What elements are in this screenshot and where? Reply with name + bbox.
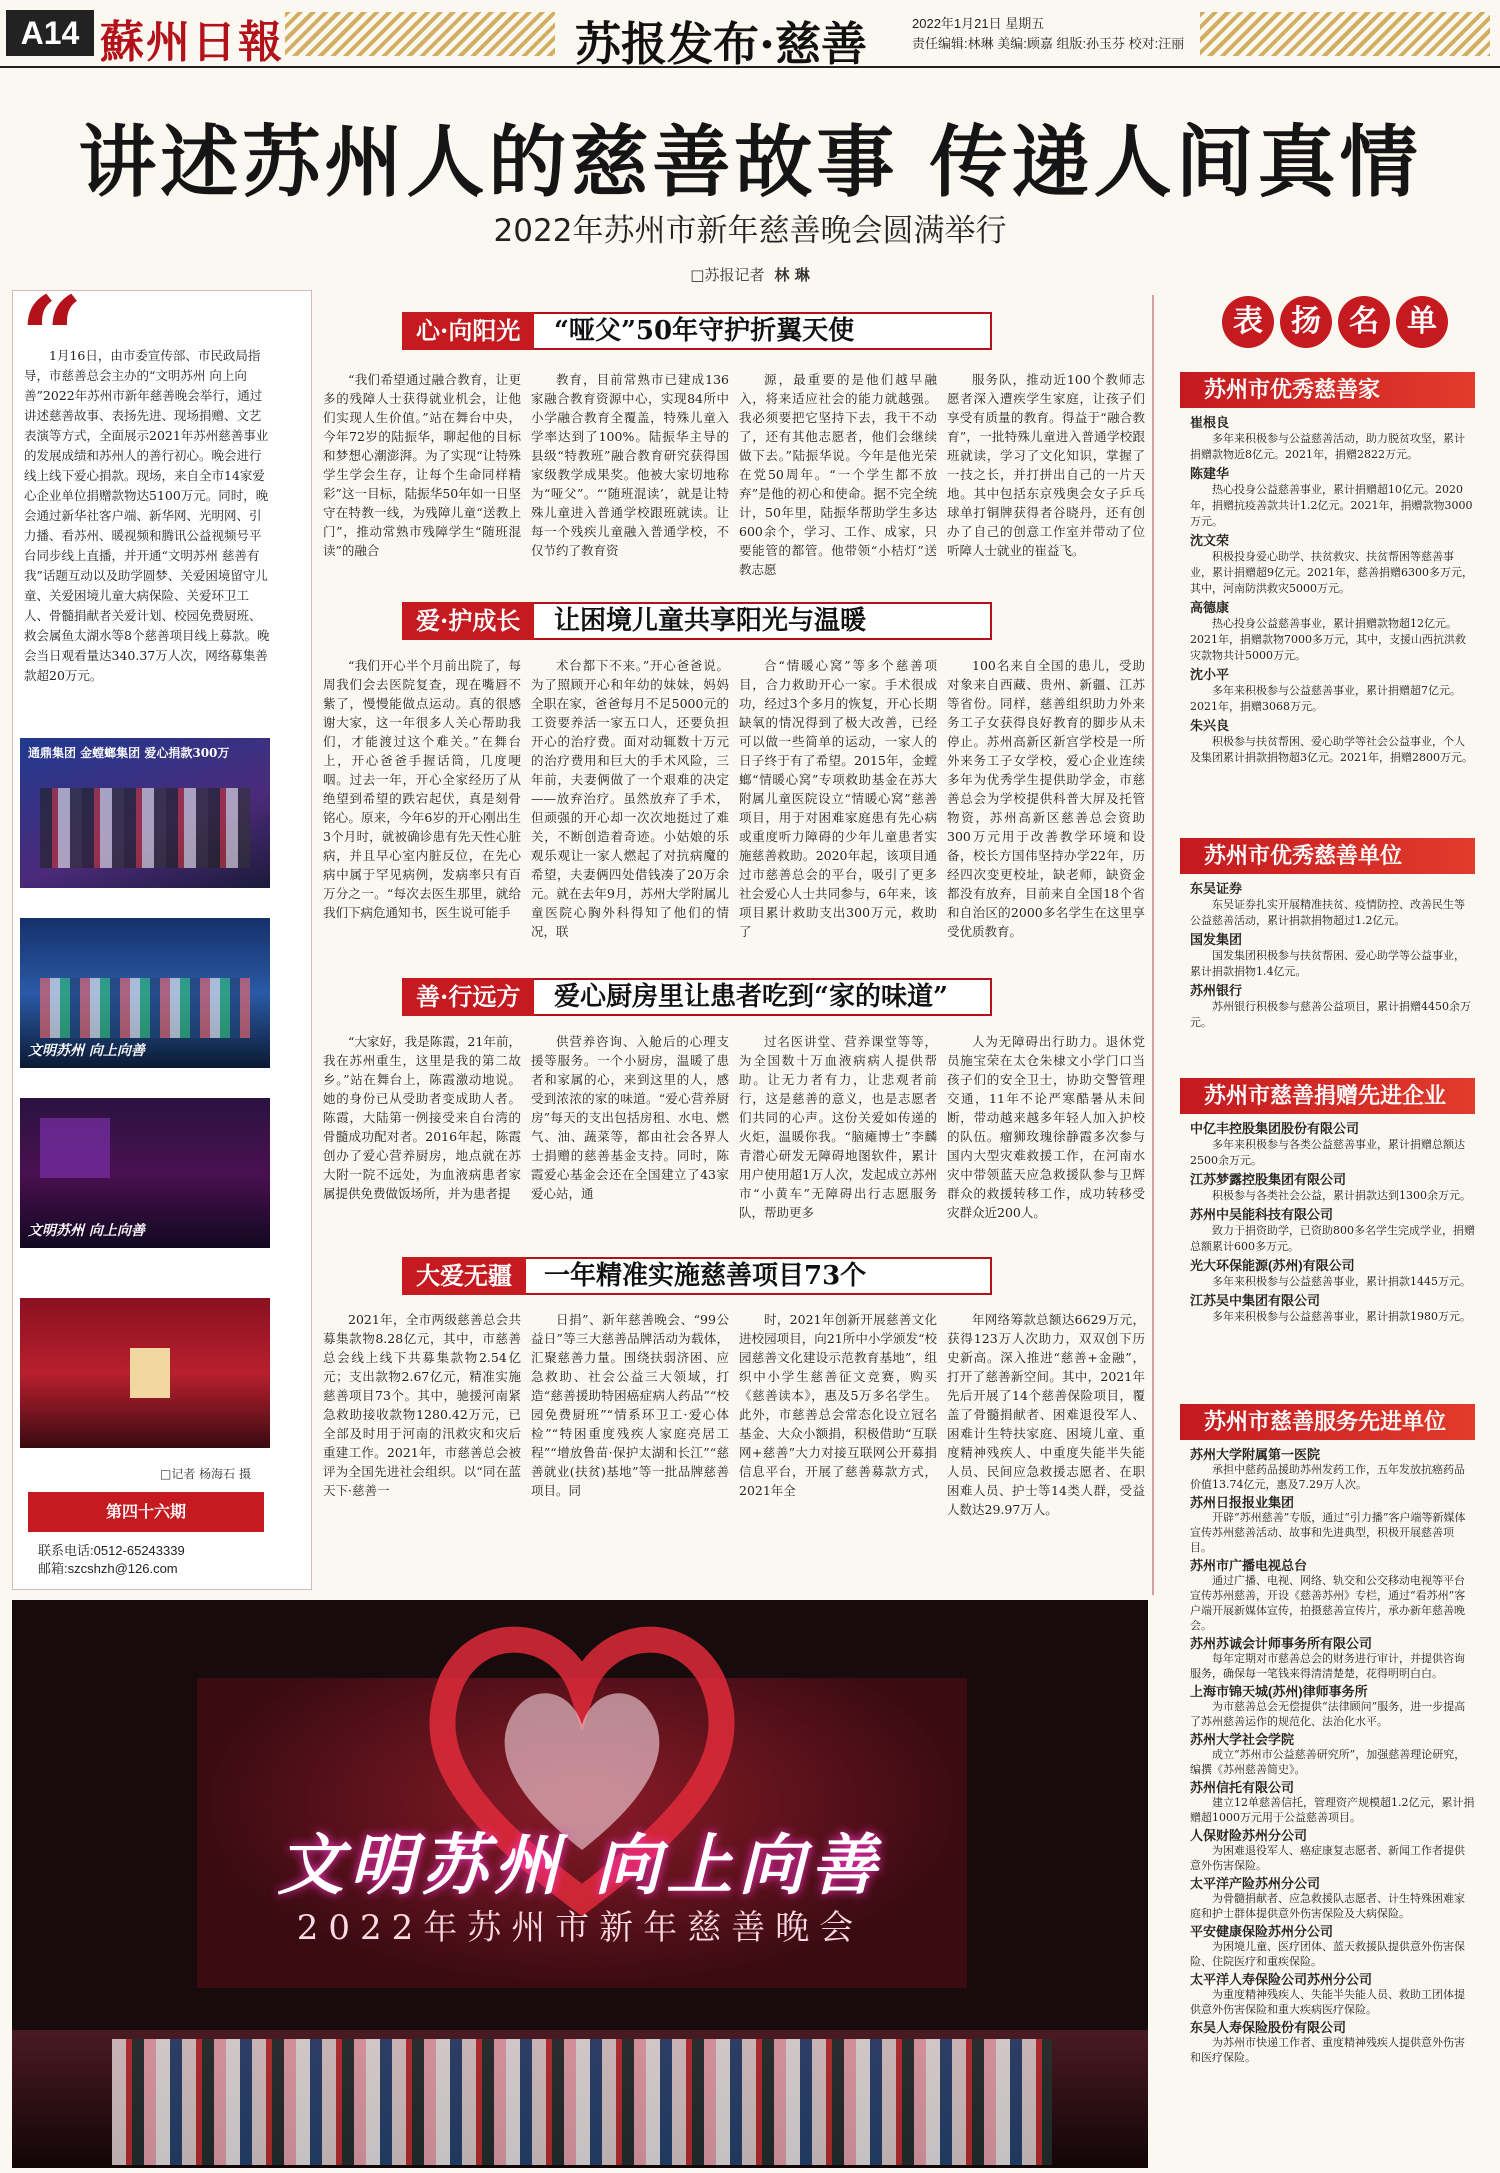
section-body-4 [323, 1310, 1145, 1519]
photo-award [20, 1298, 270, 1448]
photo-caption: 文明苏州 向上向善 [28, 1043, 145, 1059]
article-column: 服务队，推动近100个教师志愿者深入遭疾学生家庭，让孩子们享受有质量的教育。得益于“融合教育”，一批特殊儿童进入普通学校跟班就读，学习了文化知识，掌握了一技之长，并打拼出自己的一片天地。其中包括东京残奥会女子乒乓球单打铜牌获得者谷晓丹，还有创办了自己的创意工作室并带动了位听障人士就业的崔益飞。 [947, 372, 1145, 558]
honoree-desc: 多年来积极参与公益慈善事业，累计捐赠超7亿元。2021年，捐赠3068万元。 [1190, 684, 1461, 713]
editor-credits: 责任编辑:林琳 美编:顾嘉 组版:孙玉芬 校对:汪丽 [912, 36, 1185, 51]
section-tag: 心·向阳光 [402, 312, 534, 350]
byline-name: 林 琳 [774, 266, 810, 284]
page-number: A14 [6, 10, 94, 56]
paper-logo: 蘇州日報 [100, 17, 284, 68]
photo-figures [40, 788, 250, 868]
honoree-desc: 热心投身公益慈善事业，累计捐赠款物超12亿元。2021年，捐赠款物7000多万元，其中，支援山西抗洪救灾款物共计5000万元。 [1190, 617, 1466, 662]
article-column: 术台都下不来。”开心爸爸说。为了照顾开心和年幼的妹妹，妈妈全职在家，爸爸每月不足5000元的工资要养活一家五口人，还要负担开心的治疗费。面对动辄数十万元的治疗费用和巨大的手术风险，三年前，夫妻俩做了一个艰难的决定——放弃治疗。虽然放弃了手术，但顽强的开心却一次次地挺过了难关，不断创造着奇迹。小姑娘的乐观乐观让一家人燃起了对抗病魔的希望，夫妻俩四处借钱凑了20万余元。就在去年9月，苏州大学附属儿童医院心胸外科得知了他们的情况，联 [531, 658, 729, 939]
date-block [912, 14, 1184, 54]
photo-certificate [130, 1348, 170, 1398]
honoree-name: 朱兴良 [1190, 718, 1230, 733]
category-list [1190, 1444, 1475, 2065]
section-title: “哑父”50年守护折翼天使 [554, 316, 855, 346]
category-list [1190, 412, 1475, 766]
article-column: 过名医讲堂、营养课堂等等，为全国数十万血液病病人提供帮助。让无力者有力，让悲观者前行，这是慈善的意义，也是志愿者们共同的心声。这份关爱如传递的火炬，温暖你我。“脑瘫博士”李麟青潜心研发无障碍地图软件，累计用户使用超1万人次，发起成立苏州市“小黄车”无障碍出行志愿服务队，帮助更多 [739, 1034, 937, 1220]
honoree-desc: 为骨髓捐献者、应急救援队志愿者、计生特殊困难家庭和护士群体提供意外伤害保险及大病保险。 [1190, 1892, 1465, 1920]
article-column: 日捐”、新年慈善晚会、“99公益日”等三大慈善品牌活动为载体，汇聚慈善力量。围绕扶弱济困、应急救助、社会公益三大领域，打造“慈善援助特困癌症病人药品”“校园免费厨班”“情系环卫工·爱心体检”“特困重度残疾人家庭亮居工程”“增放鲁苗·保护太湖和长江”“慈善就业(扶贫)基地”等一批品牌慈善项目。同 [531, 1312, 729, 1498]
honoree-desc: 成立“苏州市公益慈善研究所”，加强慈善理论研究，编撰《苏州慈善简史》。 [1190, 1748, 1466, 1776]
honoree-name: 太平洋人寿保险公司苏州分公司 [1190, 1972, 1373, 1987]
section-tag: 爱·护成长 [402, 602, 534, 640]
article-column: 年网络筹款总额达6629万元，获得123万人次助力，双双创下历史新高。深入推进“慈善+金融”，打开了慈善新空间。其中，2021年先后开展了14个慈善保险项目，覆盖了骨髓捐献者、困难退役军人、困难计生特扶家庭、困境儿童、重度精神残疾人、中重度失能半失能人员、民间应急救援志愿者、在职困难人员、护士等14类人群，受益人数达29.97万人。 [947, 1312, 1145, 1517]
lede-text: 1月16日，由市委宣传部、市民政局指导，市慈善总会主办的“文明苏州 向上向善”2022年苏州市新年慈善晚会举行，通过讲述慈善故事、表扬先进、现场捐赠、文艺表演等方式，全面展示2021年苏州慈善事业的发展成绩和苏州人的善行初心。晚会进行线上线下爱心捐款。现场，来自全市14家爱心企业单位捐赠款物达5100万元。同时，晚会通过新华社客户端、新华网、光明网、引力播、看苏州、暖视频和腾讯公益视频号平台同步线上直播，并开通“文明苏州 慈善有我”话题互动以及助学圆梦、关爱困境留守儿童、关爱困境儿童大病保险、关爱环卫工人、骨髓捐献者关爱计划、校园免费厨班、救会属鱼太湖水等8个慈善项目线上募款。晚会当日观看量达340.37万人次，网络募集善款超20万元。 [24, 348, 270, 683]
section-head-1 [402, 312, 992, 350]
honoree-name: 人保财险苏州分公司 [1190, 1828, 1308, 1843]
honoree-name: 国发集团 [1190, 932, 1243, 947]
honoree-desc: 为重度精神残疾人、失能半失能人员、救助工团体提供意外伤害保险和重大疾病医疗保险。 [1190, 1988, 1465, 2016]
honoree-desc: 承担中慈药品援助苏州发药工作，五年发放抗癌药品价值13.74亿元，惠及7.29万人次。 [1190, 1463, 1465, 1491]
contact-email: 邮箱:szcshzh@126.com [38, 1561, 178, 1576]
honoree-name: 苏州银行 [1190, 983, 1243, 998]
category-header: 苏州市优秀慈善家 [1180, 372, 1475, 408]
honoree-desc: 为市慈善总会无偿提供“法律顾问”服务，进一步提高了苏州慈善运作的规范化、法治化水平。 [1190, 1700, 1466, 1728]
performers-group [112, 1985, 1052, 2165]
article-column: 时，2021年创新开展慈善文化进校园项目，向21所中小学颁发“校园慈善文化建设示范教育基地”，组织中小学生慈善征文竞赛，购买《慈善读本》，惠及5万多名学生。此外，市慈善总会常态化设立冠名基金、大众小额捐，积极借助“互联网+慈善”大力对接互联网公开募捐信息平台，开展了慈善募款方式，2021年全 [739, 1312, 937, 1498]
honoree-name: 苏州信托有限公司 [1190, 1780, 1295, 1795]
section-tag: 大爱无疆 [402, 1257, 526, 1295]
photo-stage-3 [20, 1098, 270, 1248]
category-list [1190, 878, 1475, 1031]
section-title: 一年精准实施慈善项目73个 [544, 1261, 867, 1291]
honoree-name: 崔根良 [1190, 415, 1230, 430]
issue-date: 2022年1月21日 星期五 [912, 16, 1045, 31]
honoree-desc: 致力于捐资助学，已资助800多名学生完成学业，捐赠总额累计600多万元。 [1190, 1224, 1475, 1253]
byline-label: □苏报记者 [690, 266, 765, 284]
honoree-name: 苏州大学附属第一医院 [1190, 1447, 1321, 1462]
photo-donation [20, 738, 270, 888]
gala-slogan: 文明苏州 向上向善 [277, 1826, 883, 1904]
honoree-name: 苏州中吴能科技有限公司 [1190, 1207, 1334, 1222]
honoree-name: 苏州日报报业集团 [1190, 1495, 1295, 1510]
decorative-stripes-right [1200, 12, 1490, 56]
section-title: 苏报发布·慈善 [575, 17, 868, 71]
gala-stage-photo [12, 1600, 1148, 2168]
gala-title: 2022年苏州市新年慈善晚会 [296, 1908, 864, 1948]
honoree-name: 沈小平 [1190, 667, 1230, 682]
section-body-3 [323, 1032, 1145, 1222]
section-body-1 [323, 370, 1145, 579]
section-title: 让困境儿童共享阳光与温暖 [554, 606, 867, 636]
honoree-name: 江苏吴中集团有限公司 [1190, 1293, 1321, 1308]
article-column: 人为无障碍出行助力。退休党员施宝荣在太仓朱棣文小学门口当孩子们的安全卫士，协助交警管理交通，11年不论严寒酷暑从未间断，带动越来越多年轻人加入护校的队伍。瘤狮玫瑰徐静霞多次参与国内大型灾难救援工作，在河南水灾中带领蓝天应急救援队参与卫辉群众的救援转移工作，成功转移受灾群众近200人。 [947, 1034, 1145, 1220]
photo-credit: □记者 杨海石 摄 [160, 1467, 251, 1481]
honoree-desc: 多年来积极参与公益慈善事业，累计捐款1445万元。 [1212, 1275, 1471, 1288]
byline [0, 264, 1500, 285]
honoree-name: 高德康 [1190, 600, 1230, 615]
photo-caption: 文明苏州 向上向善 [28, 1223, 145, 1239]
honoree-name: 苏州大学社会学院 [1190, 1732, 1295, 1747]
article-column: 100名来自全国的患儿，受助对象来自西藏、贵州、新疆、江苏等省份。同样，慈善组织助力外来务工子女获得良好教育的脚步从未停止。苏州高新区新宫学校是一所外来务工子女学校，爱心企业连续多年为优秀学生提供助学金，市慈善总会为学校提供科普大屏及托管物资，苏州高新区慈善总会资助300万元用于改善教学环境和设备，校长方国伟坚持办学22年，历经四次变更校址，缺老师，缺资金都没有放弃，目前来自全国18个省和自治区的2000多名学生在这里享受优质教育。 [947, 658, 1145, 939]
honoree-desc: 积极投身爱心助学、扶贫救灾、扶贫帮困等慈善事业，累计捐赠超9亿元。2021年，慈善捐赠6300多万元，其中，河南防洪救灾5000万元。 [1190, 550, 1473, 595]
article-column: “我们希望通过融合教育，让更多的残障人士获得就业机会，让他们实现人生价值。”站在舞台中央，今年72岁的陆振华，聊起他的目标和梦想心潮澎湃。为了实现“让特殊学生学会生存，让每个生命同样精彩”这一目标，陆振华50年如一日坚守在特教一线，为残障儿童“送教上门”，推动常熟市残障学生“随班混读”的融合 [323, 372, 521, 558]
contact-info [38, 1542, 185, 1578]
section-body-2 [323, 656, 1145, 941]
article-column: “我们开心半个月前出院了，每周我们会去医院复查，现在嘴唇不紫了，慢慢能做点运动。真的很感谢大家，这一年很多人关心帮助我们，才能渡过这个难关。”在舞台上，开心爸爸手握话筒，几度哽咽。过去一年，开心全家经历了从绝望到希望的跌宕起伏，真是刻骨铭心。原来，今年6岁的开心刚出生3个月时，就被确诊患有先天性心脏病，并且早心室内脏反位，在先心病中属于罕见病例，发病率只有百万分之一。“每次去医生那里，就给我们下病危通知书，医生说可能手 [323, 658, 521, 920]
section-head-4 [402, 1257, 992, 1295]
issue-banner: 第四十六期 [28, 1492, 264, 1532]
honoree-desc: 东吴证券扎实开展精准扶贫、疫情防控、改善民生等公益慈善活动，累计捐款捐物超过1.2亿元。 [1190, 898, 1465, 927]
section-head-2 [402, 602, 992, 640]
category-header: 苏州市慈善服务先进单位 [1180, 1404, 1475, 1440]
honoree-desc: 为困难退役军人、癌症康复志愿者、新闻工作者提供意外伤害保险。 [1190, 1844, 1465, 1872]
section-title: 爱心厨房里让患者吃到“家的味道” [554, 982, 948, 1012]
honoree-desc: 苏州银行积极参与慈善公益项目，累计捐赠4450余万元。 [1190, 1000, 1471, 1029]
praise-list-title: 表 扬 名 单 [1222, 296, 1448, 348]
column-divider [1152, 295, 1154, 1595]
article-column: 教育，目前常熟市已建成136家融合教育资源中心，实现84所中小学融合教育全覆盖，特殊儿童入学率达到了100%。陆振华主导的县级“特教班”融合教育研究获得国家级教学成果奖。他被大家切地称为“哑父”。“‘随班混读’，就是让特殊儿童进入普通学校跟班就读。让每一个残疾儿童融入普通学校，不仅节约了教育资 [531, 372, 729, 558]
photo-header: 通鼎集团 金螳螂集团 爱心捐款300万 [28, 746, 230, 760]
honoree-desc: 积极参与扶贫帮困、爱心助学等社会公益事业，个人及集团累计捐款捐物超3亿元。2021年，捐赠2800万元。 [1190, 735, 1473, 764]
honoree-name: 太平洋产险苏州分公司 [1190, 1876, 1321, 1891]
honoree-desc: 国发集团积极参与扶贫帮困、爱心助学等公益事业，累计捐款捐物1.4亿元。 [1190, 949, 1465, 978]
honoree-name: 陈建华 [1190, 466, 1230, 481]
honoree-name: 上海市锦天城(苏州)律师事务所 [1190, 1684, 1368, 1699]
honoree-desc: 每年定期对市慈善总会的财务进行审计，并提供咨询服务，确保每一笔钱来得清清楚楚，花得明明白白。 [1190, 1652, 1465, 1680]
section-head-3 [402, 978, 992, 1016]
article-column: “大家好，我是陈霞，21年前，我在苏州重生，这里是我的第二故乡。”站在舞台上，陈霞激动地说。她的身份已从受助者变成助人者。陈霞，大陆第一例接受来自台湾的骨髓成功配对者。2016年起，陈霞创办了爱心营养厨房，地点就在苏大附一院不远处，为血液病患者家属提供免费做饭场所，并为患者提 [323, 1034, 521, 1201]
honoree-desc: 通过广播、电视、网络、轨交和公交移动电视等平台宣传苏州慈善，开设《慈善苏州》专栏，通过“看苏州”客户端开展新媒体宣传，拍摄慈善宣传片，承办新年慈善晚会。 [1190, 1574, 1466, 1632]
quote-mark-icon: “ [20, 272, 84, 401]
decorative-stripes [285, 12, 555, 56]
honoree-desc: 多年来积极参与公益慈善事业，累计捐款1980万元。 [1212, 1310, 1471, 1323]
honoree-name: 中亿丰控股集团股份有限公司 [1190, 1121, 1360, 1136]
honoree-name: 东吴人寿保险股份有限公司 [1190, 2020, 1347, 2035]
contact-phone: 联系电话:0512-65243339 [38, 1543, 185, 1558]
subheadline: 2022年苏州市新年慈善晚会圆满举行 [493, 213, 1007, 249]
honoree-desc: 多年来积极参与各类公益慈善事业，累计捐赠总额达2500余万元。 [1190, 1138, 1465, 1167]
honoree-name: 光大环保能源(苏州)有限公司 [1190, 1258, 1355, 1273]
photo-screen [40, 1118, 110, 1178]
category-header: 苏州市慈善捐赠先进企业 [1180, 1078, 1475, 1114]
honoree-name: 江苏梦露控股集团有限公司 [1190, 1172, 1347, 1187]
honoree-desc: 热心投身公益慈善事业，累计捐赠超10亿元。2020年，捐赠抗疫善款共计1.2亿元。2021年，捐赠款物3000万元。 [1190, 483, 1473, 528]
article-column: 合“情暖心窝”等多个慈善项目，合力救助开心一家。手术很成功，经过3个多月的恢复，开心长期缺氧的情况得到了极大改善，已经可以做一些简单的运动，一家人的日子终于有了希望。2015年，金螳螂“情暖心窝”专项救助基金在苏大附属儿童医院设立“情暖心窝”慈善项目，用于对困难家庭患有先心病或重度听力障碍的少年儿童患者实施慈善救助。2020年起，该项目通过市慈善总会的平台，吸引了更多社会爱心人士共同参与，6年来，该项目累计救助支出300万元，救助了 [739, 658, 937, 939]
masthead [0, 0, 1500, 71]
honoree-name: 苏州市广播电视总台 [1190, 1558, 1308, 1573]
headline: 讲述苏州人的慈善故事 传递人间真情 [78, 117, 1422, 208]
honoree-desc: 为苏州市快递工作者、重度精神残疾人提供意外伤害和医疗保险。 [1190, 2036, 1465, 2064]
category-list [1190, 1118, 1475, 1325]
article-column: 源，最重要的是他们越早融入，将来适应社会的能力就越强。我必须要把它坚持下去，我干不动了，还有其他志愿者，他们会继续做下去。”陆振华说。今年是他光荣在党50周年。“一个学生都不放弃”是他的初心和使命。据不完全统计，50年里，陆振华帮助学生多达600余个，学习、工作、成家，只要能管的都管。他带领“小桔灯”送教志愿 [739, 372, 937, 577]
photo-stage-2 [20, 918, 270, 1068]
honoree-desc: 积极参与各类社会公益，累计捐款达到1300余万元。 [1212, 1189, 1471, 1202]
honoree-name: 平安健康保险苏州分公司 [1190, 1924, 1334, 1939]
honoree-desc: 多年来积极参与公益慈善活动，助力脱贫攻坚，累计捐赠款物近8亿元。2021年，捐赠2822万元。 [1190, 432, 1465, 461]
article-column: 2021年，全市两级慈善总会共募集款物8.28亿元，其中，市慈善总会线上线下共募集款物2.54亿元；支出款物2.67亿元，精准实施慈善项目73个。其中，驰援河南紧急救助接收款物1280.42万元，已全部及时用于河南的汛救灾和灾后重建工作。2021年，市慈善总会被评为全国先进社会组织。以“同在蓝天下·慈善一 [323, 1312, 521, 1498]
photo-performers [40, 978, 250, 1038]
honoree-name: 沈文荣 [1190, 533, 1230, 548]
honoree-name: 苏州苏诚会计师事务所有限公司 [1190, 1636, 1373, 1651]
honoree-desc: 为困境儿童、医疗团体、蓝天救援队提供意外伤害保险、住院医疗和重疾保险。 [1190, 1940, 1465, 1968]
honoree-desc: 开辟“苏州慈善”专版，通过“引力播”客户端等新媒体宣传苏州慈善活动、故事和先进典型，积极开展慈善项目。 [1190, 1511, 1466, 1554]
category-header: 苏州市优秀慈善单位 [1180, 838, 1475, 874]
article-column: 供营养咨询、入舱后的心理支援等服务。一个小厨房，温暖了患者和家属的心，来到这里的人，感受到浓浓的家的味道。“爱心营养厨房”每天的支出包括房租、水电、燃气、油、蔬菜等，都由社会各界人士捐赠的慈善基金支持。同时，陈霞爱心基金会还在全国建立了43家爱心站，通 [531, 1034, 729, 1201]
section-tag: 善·行远方 [402, 978, 534, 1016]
honoree-desc: 建立12单慈善信托，管理资产规模超1.2亿元，累计捐赠超1000万元用于公益慈善项目。 [1190, 1796, 1475, 1824]
honoree-name: 东吴证券 [1190, 881, 1243, 896]
